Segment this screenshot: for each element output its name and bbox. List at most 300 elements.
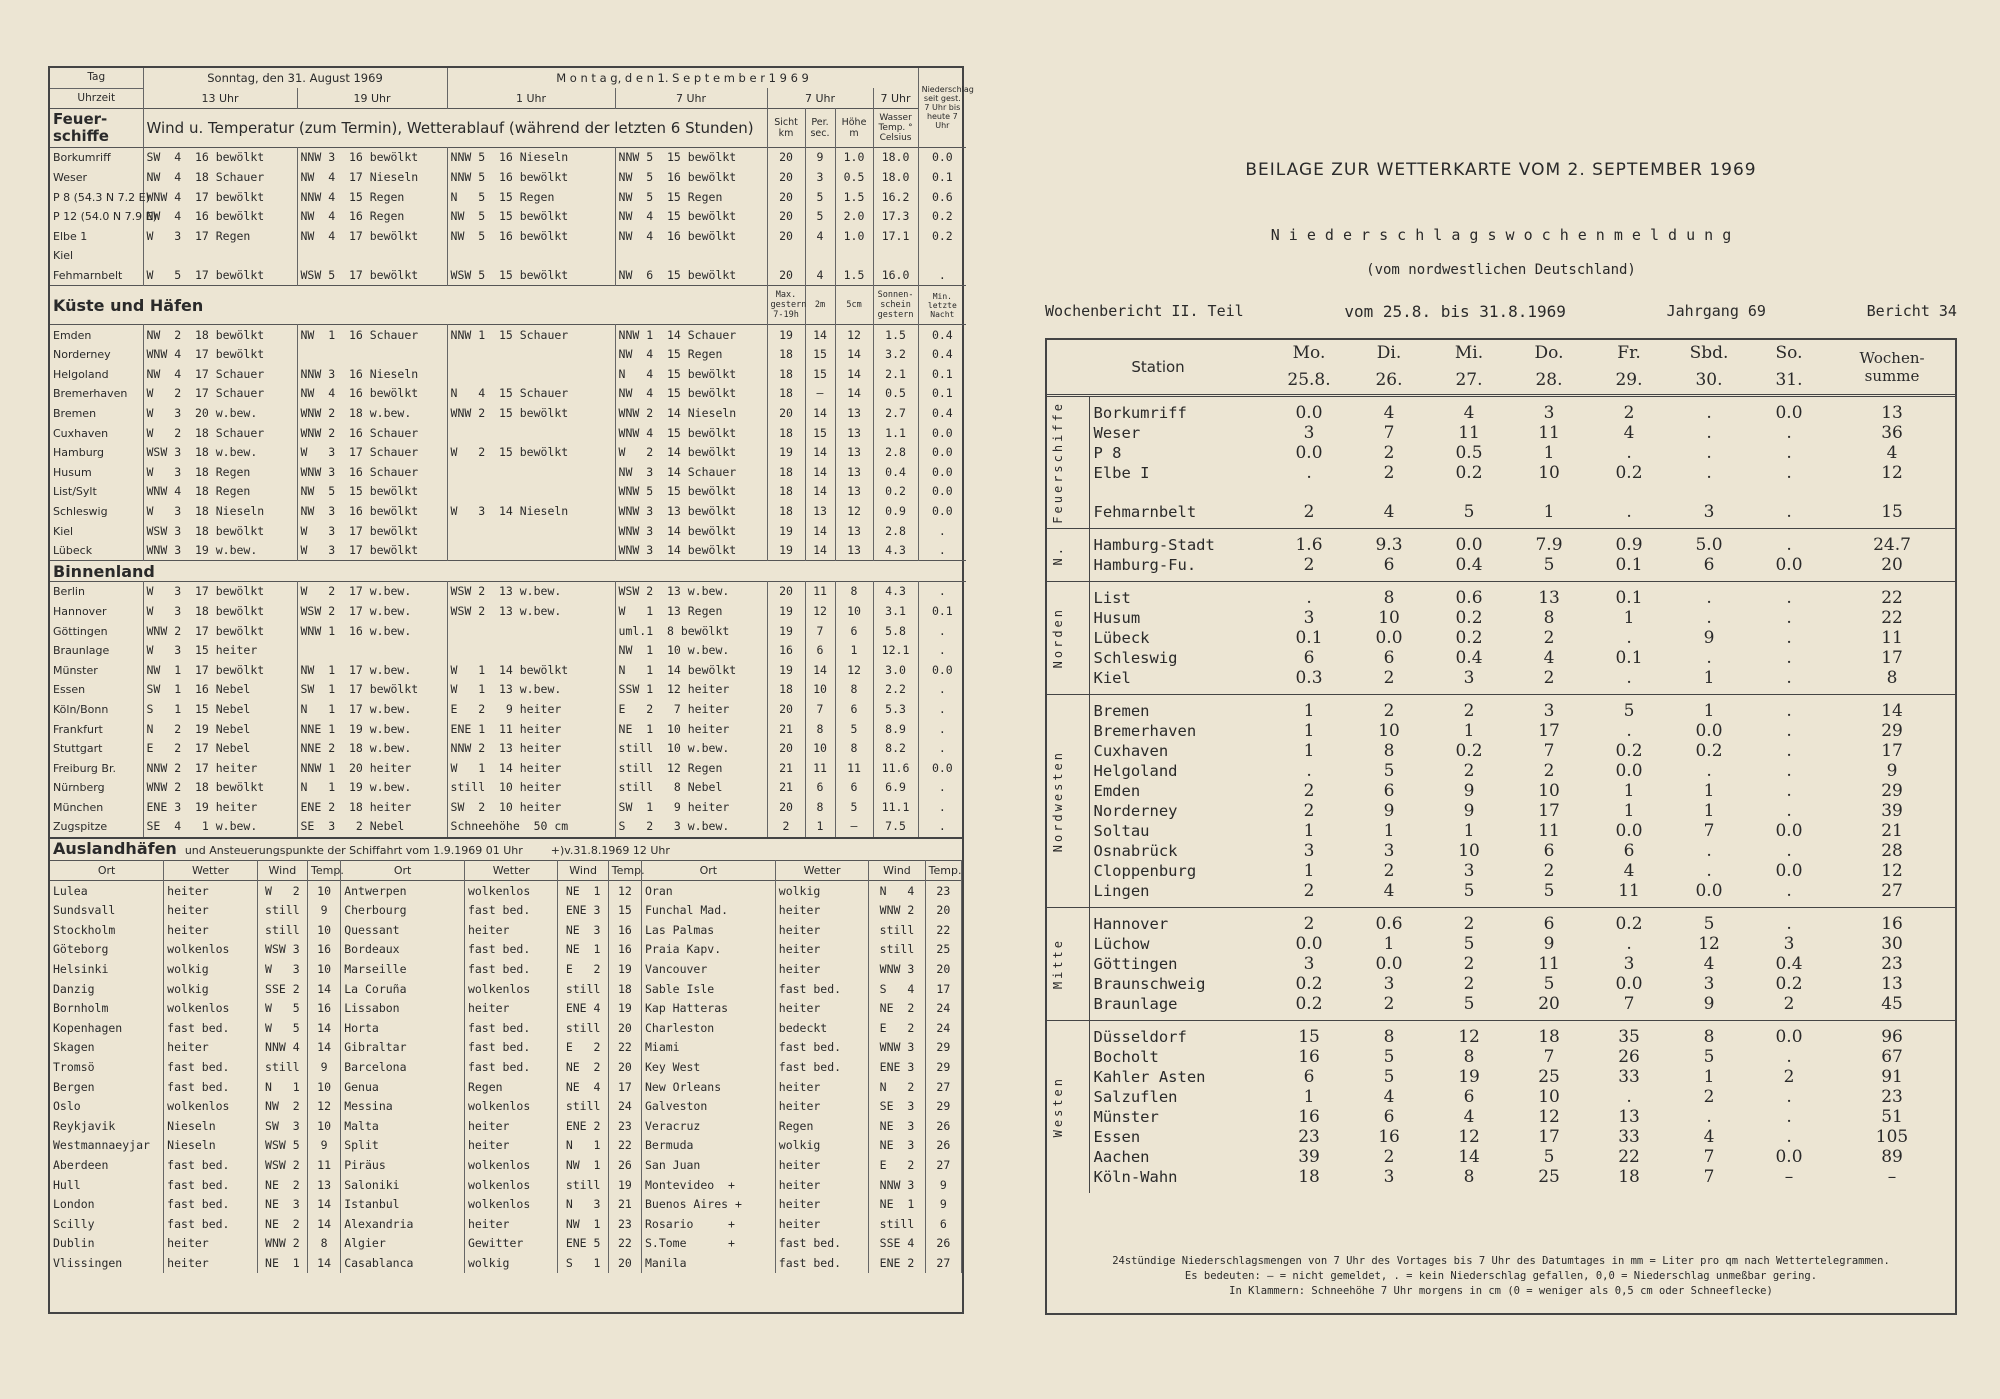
- value-e: .: [938, 543, 946, 558]
- ausland-cell: Miami: [641, 1038, 775, 1058]
- ausland-cell: fast bed.: [775, 1234, 869, 1254]
- ausland-cell: 11: [308, 1156, 341, 1176]
- ausland-cell: Bermuda: [641, 1136, 775, 1156]
- precip-value: [1349, 483, 1429, 502]
- ausland-cell: 8: [308, 1234, 341, 1254]
- precip-row: [1047, 1107, 1955, 1127]
- precip-value: 2: [1543, 760, 1555, 781]
- value-c: 8: [835, 582, 873, 602]
- ausland-cell: NE 2: [257, 1175, 307, 1195]
- precip-value: 33: [1618, 1066, 1640, 1087]
- ausland-cell: NE 1: [558, 940, 608, 960]
- value-c: 8: [835, 680, 873, 700]
- date-header: 27.: [1429, 366, 1509, 396]
- ausland-cell: 17: [608, 1077, 641, 1097]
- ausland-cell: 10: [308, 881, 341, 901]
- precip-row: [1047, 821, 1955, 841]
- value-c: 6: [835, 621, 873, 641]
- precip-row: [1047, 555, 1955, 582]
- weekly-sum-header: Wochen- summe: [1829, 340, 1955, 396]
- value-d: 5.3: [873, 700, 918, 720]
- binnen-row: [50, 778, 966, 798]
- precip-value: 19: [1458, 1066, 1480, 1087]
- precip-value: .: [1626, 933, 1632, 954]
- ausland-cell: wolkenlos: [464, 881, 558, 901]
- value-b: 15: [805, 365, 835, 385]
- ausland-cell: still: [257, 1058, 307, 1078]
- ausland-cell: wolkenlos: [464, 979, 558, 999]
- date-header: 28.: [1509, 366, 1589, 396]
- observation-c4: N 4 15 bewölkt: [615, 365, 767, 385]
- region-label: [1047, 396, 1089, 529]
- observation-c1: S 1 15 Nebel: [143, 700, 297, 720]
- value-a: 20: [767, 739, 805, 759]
- ausland-cell: 16: [608, 940, 641, 960]
- region-label-text: Norden: [1051, 607, 1065, 669]
- value-e: 0.1: [931, 603, 953, 618]
- feuerschiff-row: [50, 187, 966, 207]
- precip-value: .: [1786, 1126, 1792, 1147]
- value-e: .: [938, 799, 946, 814]
- kueste-row: [50, 325, 966, 345]
- precip-value: 2: [1383, 667, 1395, 688]
- value-c: 12: [835, 325, 873, 345]
- observation-c3: [447, 345, 615, 365]
- ausland-cell: 22: [608, 1234, 641, 1254]
- region-label: [1047, 1020, 1089, 1193]
- ausland-cell: heiter: [464, 1117, 558, 1137]
- precip-station: Osnabrück: [1093, 841, 1178, 860]
- value-c: 1.0: [835, 148, 873, 168]
- value-a: 20: [767, 266, 805, 286]
- ausland-cell: W 5: [257, 1019, 307, 1039]
- ausland-cell: 10: [308, 921, 341, 941]
- value-b: 14: [805, 443, 835, 463]
- value-d: 5.8: [873, 621, 918, 641]
- value-d: 1.5: [873, 325, 918, 345]
- ausland-cell: Charleston: [641, 1019, 775, 1039]
- observation-c4: still 8 Nebel: [615, 778, 767, 798]
- precip-value: 5: [1543, 973, 1555, 994]
- ausland-cell: N 1: [558, 1136, 608, 1156]
- precip-value: 18: [1618, 1166, 1640, 1187]
- observation-c4: NW 6 15 bewölkt: [615, 266, 767, 286]
- ausland-cell: Saloniki: [341, 1175, 465, 1195]
- observation-c4: SSW 1 12 heiter: [615, 680, 767, 700]
- precip-value: 0.4: [1455, 554, 1483, 575]
- observation-c2: WSW 5 17 bewölkt: [297, 266, 447, 286]
- precip-value: 0.9: [1589, 528, 1669, 555]
- precip-value: .: [1786, 463, 1792, 483]
- observation-c4: WNW 2 14 Nieseln: [615, 404, 767, 424]
- precip-value: 8: [1543, 607, 1555, 628]
- ausland-row: [50, 1254, 962, 1274]
- feuerschiff-row: [50, 148, 966, 168]
- value-c: 13: [835, 541, 873, 561]
- ausland-cell: Nieseln: [164, 1136, 258, 1156]
- precip-value: 25: [1538, 1066, 1560, 1087]
- precip-value: 2: [1429, 907, 1509, 934]
- binnen-row: [50, 719, 966, 739]
- ausland-cell: still: [558, 1175, 608, 1195]
- precip-value: 20: [1538, 993, 1560, 1014]
- value-a: 18: [767, 502, 805, 522]
- binnenland-title: Binnenland: [50, 561, 966, 582]
- value-d: 3.2: [873, 345, 918, 365]
- observation-c2: W 2 17 w.bew.: [297, 582, 447, 602]
- observation-c1: W 5 17 bewölkt: [143, 266, 297, 286]
- observation-c3: W 1 13 w.bew.: [447, 680, 615, 700]
- ausland-col-header: Wetter: [464, 860, 558, 881]
- observation-c4: WNW 3 14 bewölkt: [615, 521, 767, 541]
- ausland-cell: 19: [608, 960, 641, 980]
- precip-sum: 39: [1881, 800, 1903, 821]
- precip-sum: 67: [1881, 1046, 1903, 1067]
- precip-value: [1509, 483, 1589, 502]
- precip-value: 6: [1303, 647, 1315, 668]
- tag-label: Tag: [50, 68, 143, 88]
- precip-row: [1047, 741, 1955, 761]
- precip-row: [1047, 954, 1955, 974]
- ausland-cell: N 2: [869, 1077, 925, 1097]
- ausland-cell: E 2: [869, 1019, 925, 1039]
- observation-c3: [447, 621, 615, 641]
- precip-value: 5: [1669, 907, 1749, 934]
- precip-value: 0.4: [1775, 953, 1803, 974]
- observation-c1: W 3 17 bewölkt: [143, 582, 297, 602]
- station-name: Münster: [50, 660, 143, 680]
- station-name: P 12 (54.0 N 7.9 E): [50, 207, 143, 227]
- precip-station: Bremen: [1089, 694, 1269, 721]
- value-d: [873, 246, 918, 266]
- ausland-cell: 9: [925, 1195, 961, 1215]
- precip-value: 5: [1463, 880, 1475, 901]
- precip-sum: 29: [1881, 780, 1903, 801]
- precip-value: 0.0: [1295, 933, 1323, 954]
- precip-value: 7: [1703, 1146, 1715, 1167]
- precip-value: 3: [1303, 607, 1315, 628]
- precip-value: 5: [1383, 1066, 1395, 1087]
- precip-value: 1: [1269, 694, 1349, 721]
- value-b: 7: [805, 700, 835, 720]
- ausland-cell: Vlissingen: [50, 1254, 164, 1274]
- value-a: 21: [767, 719, 805, 739]
- ausland-cell: Skagen: [50, 1038, 164, 1058]
- ausland-cell: NE 2: [869, 999, 925, 1019]
- ausland-cell: Scilly: [50, 1214, 164, 1234]
- time-label: 1 Uhr: [447, 88, 615, 109]
- ausland-cell: SW 3: [257, 1117, 307, 1137]
- ausland-col-header: Wind: [558, 860, 608, 881]
- ausland-cell: NW 1: [558, 1156, 608, 1176]
- ausland-cell: N 1: [257, 1077, 307, 1097]
- precip-value: 0.0: [1615, 973, 1643, 994]
- precip-sum: [1829, 483, 1955, 502]
- station-name: List/Sylt: [50, 482, 143, 502]
- ausland-cell: La Coruña: [341, 979, 465, 999]
- region-label: [1047, 528, 1089, 581]
- value-d: 11.1: [873, 798, 918, 818]
- precip-value: 7: [1543, 740, 1555, 761]
- ausland-cell: 18: [608, 979, 641, 999]
- ausland-cell: NE 1: [558, 881, 608, 901]
- observation-c1: W 2 18 Schauer: [143, 423, 297, 443]
- ausland-cell: Tromsö: [50, 1058, 164, 1078]
- precip-value: .: [1786, 800, 1792, 821]
- observation-c3: [447, 423, 615, 443]
- ausland-cell: Aberdeen: [50, 1156, 164, 1176]
- precip-value: 39: [1298, 1146, 1320, 1167]
- value-d: 18.0: [873, 148, 918, 168]
- report-subtitle: (vom nordwestlichen Deutschland): [1366, 262, 1636, 278]
- precip-row: [1047, 761, 1955, 781]
- ausland-cell: Split: [341, 1136, 465, 1156]
- precip-sum: 8: [1886, 667, 1898, 688]
- ausland-cell: 16: [608, 921, 641, 941]
- value-e: 0.0: [931, 484, 953, 499]
- station-name: Köln/Bonn: [50, 700, 143, 720]
- precip-value: 1: [1463, 720, 1475, 741]
- observation-c2: WNW 3 16 Schauer: [297, 463, 447, 483]
- ausland-cell: fast bed.: [164, 1019, 258, 1039]
- ausland-cell: heiter: [464, 1214, 558, 1234]
- observation-c4: NW 4 15 Regen: [615, 345, 767, 365]
- precip-row: [1047, 423, 1955, 443]
- ausland-cell: Malta: [341, 1117, 465, 1137]
- ausland-cell: Danzig: [50, 979, 164, 999]
- ausland-cell: WSW 5: [257, 1136, 307, 1156]
- precip-station: Salzuflen: [1093, 1087, 1178, 1106]
- precip-value: 1: [1703, 667, 1715, 688]
- value-b: 10: [805, 739, 835, 759]
- value-c: 1.5: [835, 187, 873, 207]
- value-b: 14: [805, 660, 835, 680]
- observation-c4: NW 5 16 bewölkt: [615, 168, 767, 188]
- precip-value: .: [1626, 1086, 1632, 1107]
- ausland-cell: NE 1: [869, 1195, 925, 1215]
- observation-c3: NNW 5 16 Nieseln: [447, 148, 615, 168]
- value-c: 13: [835, 482, 873, 502]
- value-b: 8: [805, 798, 835, 818]
- ausland-cell: Oran: [641, 881, 775, 901]
- ausland-cell: Manila: [641, 1254, 775, 1274]
- ausland-cell: fast bed.: [775, 1254, 869, 1274]
- precip-value: 0.2: [1615, 463, 1643, 483]
- ausland-cell: Messina: [341, 1097, 465, 1117]
- station-name: Nürnberg: [50, 778, 143, 798]
- precip-value: 0.2: [1615, 740, 1643, 761]
- station-name: Hannover: [50, 602, 143, 622]
- precip-value: 1: [1383, 820, 1395, 841]
- precip-station: Kahler Asten: [1093, 1067, 1206, 1086]
- value-d: 0.2: [873, 482, 918, 502]
- ausland-cell: 21: [608, 1195, 641, 1215]
- ausland-cell: 14: [308, 1019, 341, 1039]
- station-name: Freiburg Br.: [50, 758, 143, 778]
- binnen-header-row: [50, 561, 966, 582]
- precip-value: 10: [1538, 1086, 1560, 1107]
- precip-value: 1: [1383, 933, 1395, 954]
- observation-c1: W 3 18 Regen: [143, 463, 297, 483]
- precip-row: [1047, 1167, 1955, 1193]
- observation-c1: WSW 3 18 w.bew.: [143, 443, 297, 463]
- precip-value: .: [1786, 647, 1792, 668]
- value-b: –: [805, 384, 835, 404]
- ausland-cell: wolkenlos: [464, 1195, 558, 1215]
- precip-value: 8: [1463, 1166, 1475, 1187]
- precip-value: 2: [1463, 953, 1475, 974]
- ausland-cell: Regen: [775, 1117, 869, 1137]
- station-name: Elbe 1: [50, 227, 143, 247]
- ausland-cell: heiter: [775, 1214, 869, 1234]
- precip-value: 6: [1463, 1086, 1475, 1107]
- value-d: 0.9: [873, 502, 918, 522]
- observation-c1: NW 4 17 Schauer: [143, 365, 297, 385]
- precip-station: P 8: [1093, 444, 1122, 462]
- value-e: .: [938, 523, 946, 538]
- observation-c2: SW 1 17 bewölkt: [297, 680, 447, 700]
- value-a: 19: [767, 621, 805, 641]
- observation-c3: ENE 1 11 heiter: [447, 719, 615, 739]
- station-name: Zugspitze: [50, 817, 143, 837]
- observation-c3: still 10 heiter: [447, 778, 615, 798]
- precip-value: 7: [1703, 820, 1715, 841]
- observation-c2: W 3 17 bewölkt: [297, 541, 447, 561]
- ausland-cell: 12: [608, 881, 641, 901]
- ausland-col-header: Wetter: [775, 860, 869, 881]
- precip-row: [1047, 1087, 1955, 1107]
- precip-value: 5: [1383, 760, 1395, 781]
- value-e: 0.4: [931, 406, 953, 421]
- precip-value: 2: [1543, 627, 1555, 648]
- ausland-cell: heiter: [164, 881, 258, 901]
- ausland-col-header: Wetter: [164, 860, 258, 881]
- ausland-cell: NE 3: [257, 1195, 307, 1215]
- niederschlag-header: Niederschlag seit gest. 7 Uhr bis heute 7 Uhr: [918, 68, 966, 148]
- station-name: Borkumriff: [50, 148, 143, 168]
- observation-c1: NW 4 18 Schauer: [143, 168, 297, 188]
- ausland-cell: Algier: [341, 1234, 465, 1254]
- precip-value: 17: [1538, 800, 1560, 821]
- precip-value: 9: [1463, 800, 1475, 821]
- precip-sum: 30: [1881, 933, 1903, 954]
- precip-station: Aachen: [1093, 1147, 1150, 1166]
- observation-c3: WSW 2 13 w.bew.: [447, 602, 615, 622]
- precip-value: 2: [1303, 780, 1315, 801]
- ausland-cell: Kopenhagen: [50, 1019, 164, 1039]
- ausland-cell: N 4: [869, 881, 925, 901]
- precip-value: 0.6: [1349, 907, 1429, 934]
- station-name: Helgoland: [50, 365, 143, 385]
- ausland-row: [50, 1214, 962, 1234]
- ausland-cell: fast bed.: [775, 979, 869, 999]
- value-b: [805, 246, 835, 266]
- ausland-cell: 25: [925, 940, 961, 960]
- observation-c2: NW 1 17 w.bew.: [297, 660, 447, 680]
- precip-value: [1429, 483, 1509, 502]
- ausland-cell: wolkenlos: [464, 1097, 558, 1117]
- precip-value: .: [1706, 860, 1712, 881]
- precip-sum: 4: [1886, 443, 1898, 463]
- value-a: 2: [767, 817, 805, 837]
- precip-value: 0.3: [1295, 667, 1323, 688]
- precip-value: 5: [1463, 993, 1475, 1014]
- value-a: 19: [767, 325, 805, 345]
- ausland-cell: Piräus: [341, 1156, 465, 1176]
- precip-value: 11: [1538, 953, 1560, 974]
- ausland-subtitle: und Ansteuerungspunkte der Schiffahrt vom 1.9.1969 01 Uhr +)v.31.8.1969 12 Uhr: [184, 843, 670, 857]
- header-row-columns: [50, 109, 966, 148]
- precip-row: [1047, 907, 1955, 934]
- precip-value: [1669, 483, 1749, 502]
- precip-station: Fehmarnbelt: [1093, 502, 1197, 521]
- value-b: 15: [805, 345, 835, 365]
- precip-value: 0.5: [1455, 443, 1483, 463]
- observation-c1: WNW 2 17 bewölkt: [143, 621, 297, 641]
- value-e: 0.0: [931, 445, 953, 460]
- precip-value: 8: [1383, 740, 1395, 761]
- precip-value: 25: [1538, 1166, 1560, 1187]
- ausland-cell: NE 4: [558, 1077, 608, 1097]
- ausland-cell: Buenos Aires +: [641, 1195, 775, 1215]
- precip-sum: 13: [1881, 403, 1903, 423]
- precip-value: 0.1: [1589, 581, 1669, 608]
- value-b: 6: [805, 641, 835, 661]
- ausland-cell: heiter: [464, 1136, 558, 1156]
- precip-row: [1047, 841, 1955, 861]
- precip-sum: 96: [1829, 1020, 1955, 1047]
- ausland-cell: heiter: [775, 960, 869, 980]
- observation-c1: SE 4 1 w.bew.: [143, 817, 297, 837]
- value-b: 11: [805, 758, 835, 778]
- value-a: 20: [767, 582, 805, 602]
- precip-value: 4: [1383, 501, 1395, 522]
- ausland-cell: still: [558, 979, 608, 999]
- precip-value: 2: [1349, 694, 1429, 721]
- value-b: 13: [805, 502, 835, 522]
- ausland-cell: 14: [308, 1254, 341, 1274]
- precip-value: 8: [1463, 1046, 1475, 1067]
- precip-value: 4: [1383, 880, 1395, 901]
- precip-sum: 15: [1881, 501, 1903, 522]
- value-e: .: [938, 701, 946, 716]
- value-d: 12.1: [873, 641, 918, 661]
- observation-c2: WNW 2 18 w.bew.: [297, 404, 447, 424]
- precip-sum: 22: [1829, 581, 1955, 608]
- precip-sum: 9: [1886, 760, 1898, 781]
- value-a: 20: [767, 227, 805, 247]
- ausland-row: [50, 1077, 962, 1097]
- ausland-cell: Galveston: [641, 1097, 775, 1117]
- precip-value: .: [1706, 760, 1712, 781]
- precip-value: 4: [1383, 403, 1395, 423]
- header-row-times: [50, 88, 966, 109]
- ausland-cell: still: [257, 901, 307, 921]
- binnen-row: [50, 798, 966, 818]
- station-name: P 8 (54.3 N 7.2 E): [50, 187, 143, 207]
- ausland-cell: fast bed.: [775, 1058, 869, 1078]
- precip-value: .: [1706, 840, 1712, 861]
- value-d: 17.3: [873, 207, 918, 227]
- precip-value: 9: [1383, 800, 1395, 821]
- ausland-row: [50, 1136, 962, 1156]
- wochenbericht-label: Wochenbericht II. Teil: [1045, 302, 1244, 320]
- ausland-cell: ENE 5: [558, 1234, 608, 1254]
- ausland-cell: S 1: [558, 1254, 608, 1274]
- precip-value: .: [1706, 423, 1712, 443]
- observation-c1: E 2 17 Nebel: [143, 739, 297, 759]
- precip-value: 2: [1543, 667, 1555, 688]
